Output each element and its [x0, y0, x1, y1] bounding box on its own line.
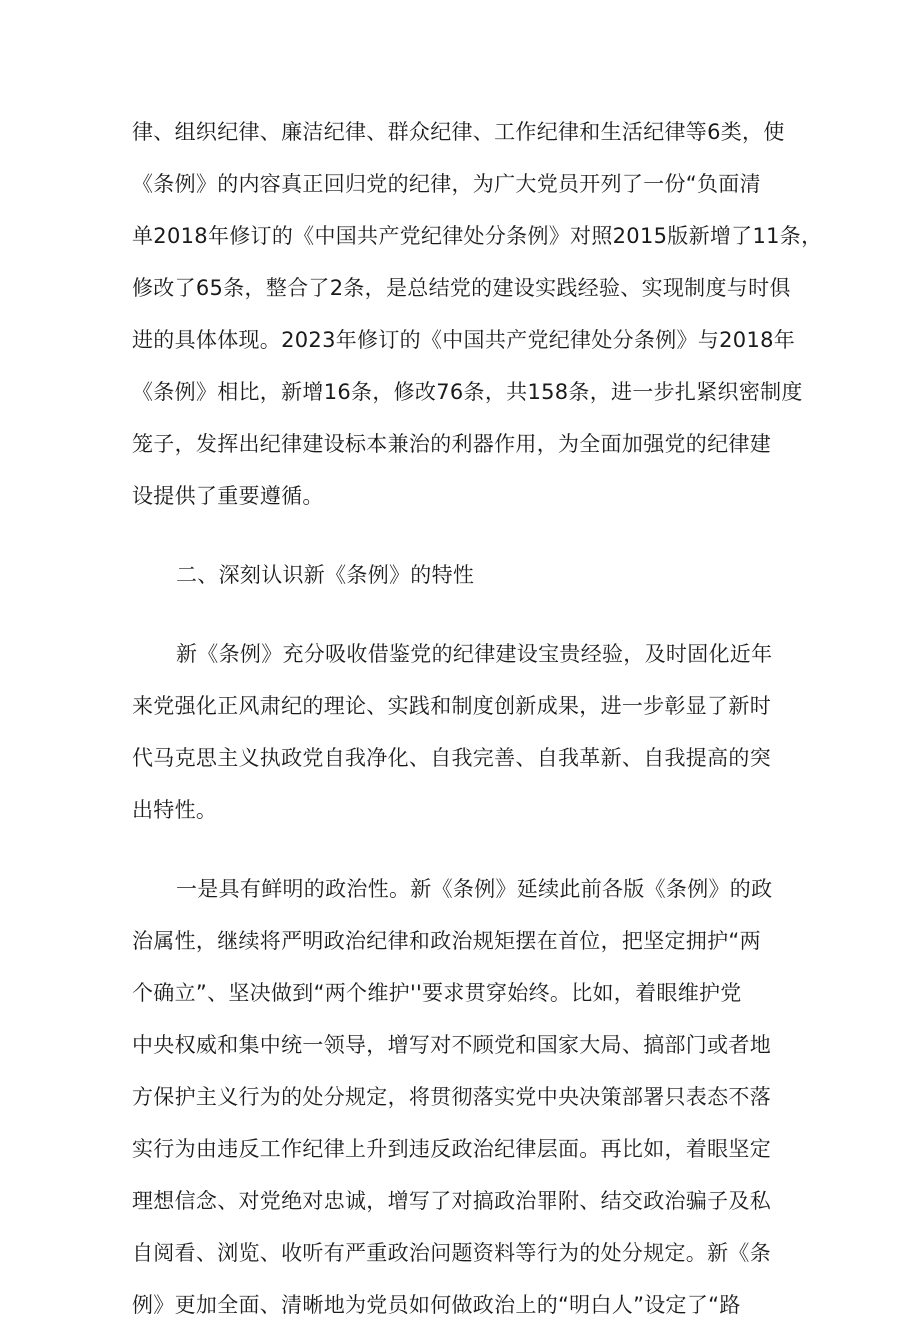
text-line: 出特性。 — [132, 798, 218, 822]
text-line: 新《条例》充分吸收借鉴党的纪律建设宝贵经验，及时固化近年 — [176, 642, 773, 666]
heading-text: 二、深刻认识新《条例》的特性 — [176, 563, 475, 587]
text-line: 修改了65条，整合了2条，是总结党的建设实践经验、实现制度与时俱 — [132, 276, 791, 300]
text-line: 自阅看、浏览、收听有严重政治问题资料等行为的处分规定。新《条 — [132, 1241, 771, 1265]
text-line: 一是具有鲜明的政治性。新《条例》延续此前各版《条例》的政 — [176, 877, 773, 901]
text-line: 《条例》的内容真正回归党的纪律，为广大党员开列了一份“负面清 — [132, 172, 761, 196]
text-line: 来党强化正风肃纪的理论、实践和制度创新成果，进一步彰显了新时 — [132, 694, 771, 718]
paragraph-continued — [132, 106, 822, 522]
text-line: 代马克思主义执政党自我净化、自我完善、自我革新、自我提高的突 — [132, 746, 771, 770]
text-line: 实行为由违反工作纪律上升到违反政治纪律层面。再比如，着眼坚定 — [132, 1137, 771, 1161]
paragraph-gap — [132, 601, 822, 628]
text-line: 单2018年修订的《中国共产党纪律处分条例》对照2015版新增了11条， — [132, 224, 823, 248]
paragraph-gap — [132, 836, 822, 863]
text-line: 例》更加全面、清晰地为党员如何做政治上的“明白人”设定了“路 — [132, 1293, 741, 1317]
text-line: 方保护主义行为的处分规定，将贯彻落实党中央决策部署只表态不落 — [132, 1085, 771, 1109]
text-line: 笼子，发挥出纪律建设标本兼治的利器作用，为全面加强党的纪律建 — [132, 432, 771, 456]
text-line: 《条例》相比，新增16条，修改76条，共158条，进一步扎紧织密制度 — [132, 380, 803, 404]
text-line: 进的具体体现。2023年修订的《中国共产党纪律处分条例》与2018年 — [132, 328, 796, 352]
text-line: 治属性，继续将严明政治纪律和政治规矩摆在首位，把坚定拥护“两 — [132, 929, 761, 953]
text-line: 律、组织纪律、廉洁纪律、群众纪律、工作纪律和生活纪律等6类，使 — [132, 120, 785, 144]
paragraph-gap — [132, 522, 822, 549]
paragraph — [132, 863, 822, 1331]
document-body — [132, 106, 822, 1331]
text-line: 设提供了重要遵循。 — [132, 484, 324, 508]
text-line: 个确立”、坚决做到“两个维护''要求贯穿始终。比如，着眼维护党 — [132, 981, 742, 1005]
paragraph — [132, 628, 822, 836]
text-line: 中央权威和集中统一领导，增写对不顾党和国家大局、搞部门或者地 — [132, 1033, 771, 1057]
text-line: 理想信念、对党绝对忠诚，增写了对搞政治罪附、结交政治骗子及私 — [132, 1189, 771, 1213]
section-heading — [132, 549, 822, 601]
